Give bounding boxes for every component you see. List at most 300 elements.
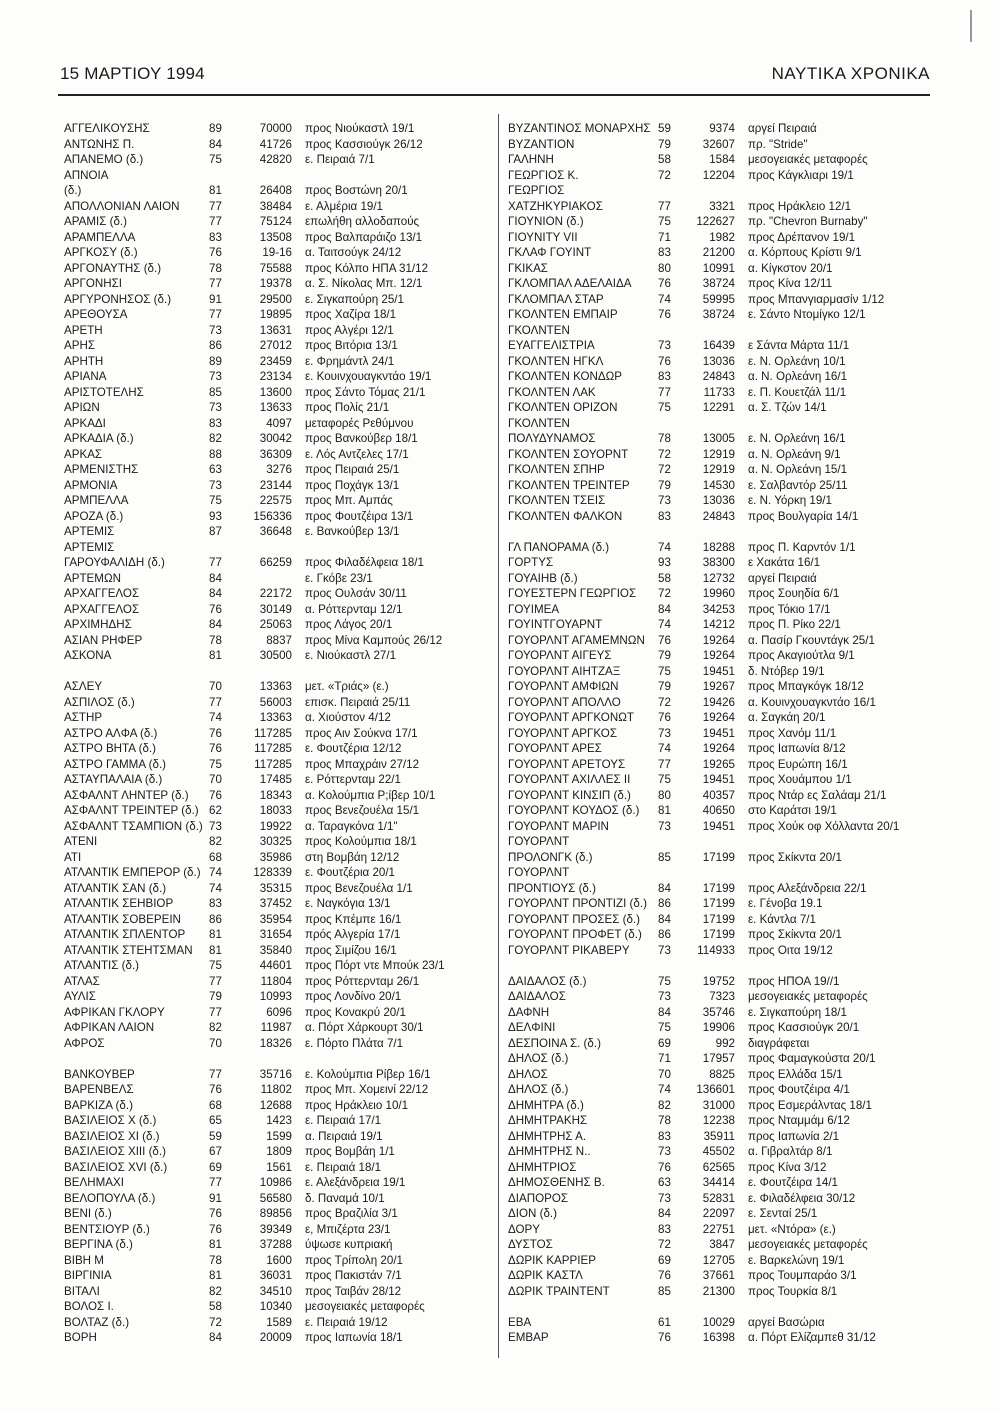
ship-row — [64, 214, 494, 230]
ship-status: προς Μπ. Αμπάς — [305, 494, 393, 507]
build-year: 81 — [658, 804, 671, 817]
ship-name: ΑΤΛΑΝΤΙΣ (δ.) — [64, 959, 140, 972]
ship-status: προς Βαλπαράιζο 13/1 — [305, 230, 423, 244]
ship-status: προς Ηράκλειο 12/1 — [748, 199, 852, 213]
tonnage: 10340 — [259, 1300, 292, 1313]
tonnage: 19265 — [702, 757, 735, 771]
ship-name: ΓΟΥΟΡΛΝΤ ΑΜΦΙΩΝ — [508, 680, 619, 693]
tonnage: 44601 — [259, 959, 292, 972]
ship-row — [508, 276, 928, 292]
ship-name: ΑΡΜΟΝΙΑ — [64, 478, 118, 492]
ship-row — [508, 741, 928, 757]
ship-row — [508, 261, 928, 277]
build-year: 83 — [209, 897, 222, 910]
ship-status: ε. Ν. Υόρκη 19/1 — [748, 494, 832, 507]
ship-name: ΑΣΤΡΟ ΒΗΤΑ (δ.) — [64, 742, 156, 755]
tonnage: 18288 — [702, 540, 735, 554]
ship-name: ΓΚΟΛΝΤΕΝ ΗΓΚΛ — [508, 354, 604, 368]
build-year: 85 — [209, 385, 222, 399]
tonnage: 34510 — [259, 1284, 292, 1298]
ship-name: ΑΣΤΡΟ ΓΑΜΜΑ (δ.) — [64, 757, 167, 771]
ship-row — [64, 354, 494, 370]
ship-row — [508, 695, 928, 711]
build-year: 74 — [209, 711, 222, 724]
build-year: 77 — [209, 695, 222, 709]
ship-status: προς Π. Καρντόν 1/1 — [748, 540, 856, 554]
ship-name: ΓΚΛΑΦ ΓΟΥΙΝΤ — [508, 246, 592, 259]
build-year: 75 — [209, 153, 222, 166]
ship-row — [64, 524, 494, 540]
ship-status: ε. Π. Κουετζάλ 11/1 — [748, 385, 847, 399]
tonnage: 11802 — [260, 1083, 292, 1096]
build-year: 74 — [209, 866, 222, 879]
ship-status: προς Ηράκλειο 10/1 — [305, 1098, 409, 1112]
ship-status: ύψωσε κυπριακή — [305, 1238, 393, 1251]
build-year: 69 — [658, 1036, 671, 1050]
ship-status: ε Χακάτα 16/1 — [748, 556, 821, 569]
ship-row — [508, 338, 928, 354]
ship-name: ΓΕΩΡΓΙΟΣ Κ. — [508, 168, 579, 182]
ship-status: μεσογειακές μεταφορές — [748, 1238, 868, 1251]
ship-status: α. Πόρτ Χάρκουρτ 30/1 — [305, 1021, 424, 1034]
ship-row — [64, 400, 494, 416]
tonnage: 38724 — [702, 277, 735, 290]
ship-status: ε. Πειραιά 19/12 — [305, 1315, 388, 1329]
ship-name: ΓΟΥΟΡΛΝΤ ΑΡΕΣ — [508, 742, 602, 755]
tonnage: 35911 — [703, 1129, 735, 1143]
ship-name: ΓΚΟΛΝΤΕΝ ΣΠΗΡ — [508, 463, 605, 476]
build-year: 58 — [658, 153, 671, 166]
ship-status: μεσογειακές μεταφορές — [748, 990, 868, 1003]
ship-name: ΑΣΛΕΥ — [64, 680, 103, 693]
ship-status: μεταφορές Ρεθύμνου — [305, 416, 414, 430]
ship-status: προς Ιαπωνία 8/12 — [748, 742, 846, 755]
build-year: 77 — [209, 215, 222, 228]
ship-name: ΑΤΛΑΣ — [64, 974, 100, 988]
ship-name: ΓΚΙΚΑΣ — [508, 261, 548, 275]
build-year: 74 — [209, 881, 222, 895]
tonnage: 117285 — [254, 742, 292, 755]
ship-status: α. Κολούμπια Ρ;ίβερ 10/1 — [305, 788, 436, 802]
ship-name: ΑΣΦΑΛΝΤ ΤΡΕΙΝΤΕΡ (δ.) — [64, 804, 199, 817]
ship-row — [508, 803, 928, 819]
ship-row — [64, 230, 494, 246]
build-year: 75 — [658, 401, 671, 414]
ship-name: ΑΤΛΑΝΤΙΚ ΣΕΗΒΙΟΡ — [64, 897, 174, 910]
ship-name: ΑΣΠΙΛΟΣ (δ.) — [64, 695, 135, 709]
ship-name: ΓΟΥΙΝΤΓΟΥΑΡΝΤ — [508, 618, 603, 631]
ship-name: ΒΑΣΙΛΕΙΟΣ ΧVΙ (δ.) — [64, 1160, 168, 1174]
tonnage: 11804 — [260, 974, 292, 988]
ship-row — [64, 1036, 494, 1052]
ship-status: διαγράφεται — [748, 1036, 810, 1050]
ship-status: ε. Αλμέρια 19/1 — [305, 199, 384, 213]
ship-status: ε. Φουτζέρια 20/1 — [305, 866, 396, 879]
tonnage: 32607 — [702, 137, 735, 151]
ship-row — [64, 788, 494, 804]
ship-name: ΑΠΟΛΛΟΝΙΑΝ ΛΑΙΟΝ — [64, 199, 180, 213]
ship-name: ΑΤΛΑΝΤΙΚ ΣΤΕΗΤΣΜΑΝ — [64, 943, 193, 957]
build-year: 84 — [658, 881, 671, 895]
build-year: 73 — [209, 819, 222, 833]
ship-row — [508, 369, 928, 385]
ship-name: ΑΝΤΩΝΗΣ Π. — [64, 137, 135, 151]
ship-status: ε. Σενταί 25/1 — [748, 1207, 818, 1220]
build-year: 80 — [658, 261, 671, 275]
tonnage: 17199 — [702, 928, 735, 941]
ship-name: ΒΑΣΙΛΕΙΟΣ Χ (δ.) — [64, 1114, 157, 1127]
ship-name: ΔΗΜΗΤΡΙΟΣ — [508, 1160, 577, 1174]
ship-name: ΑΡΕΘΟΥΣΑ — [64, 308, 128, 321]
tonnage: 14530 — [702, 478, 735, 492]
ship-status: ε. Νιούκαστλ 27/1 — [305, 649, 397, 662]
ship-name: ΔΗΜΗΤΡΗΣ Ν.. — [508, 1145, 591, 1158]
tonnage: 14212 — [702, 618, 735, 631]
ship-name: ΑΤΛΑΝΤΙΚ ΣΟΒΕΡΕΙΝ — [64, 912, 181, 926]
ship-row — [508, 447, 928, 463]
ship-status: ε. Φουτζέιρα 14/1 — [748, 1176, 839, 1189]
ship-status: προς Ιαπωνία 2/1 — [748, 1129, 840, 1143]
ship-row — [64, 741, 494, 757]
ship-row — [64, 1067, 494, 1083]
tonnage: 13631 — [259, 323, 292, 337]
ship-name: ΑΡΗΤΗ — [64, 354, 104, 368]
ship-status: προς Κολούμπια 18/1 — [305, 835, 417, 848]
tonnage: 19451 — [702, 819, 735, 833]
ship-row — [508, 292, 928, 308]
ship-row — [508, 896, 928, 912]
ship-row — [508, 788, 928, 804]
tonnage: 10029 — [702, 1315, 735, 1329]
tonnage: 35986 — [259, 850, 292, 864]
build-year: 68 — [209, 850, 222, 864]
ship-row — [64, 1020, 494, 1036]
ship-status: προς Νταμμάμ 6/12 — [748, 1114, 850, 1127]
ship-row — [508, 555, 928, 571]
tonnage: 35315 — [259, 881, 292, 895]
ship-name: ΑΣΦΑΛΝΤ ΤΣΑΜΠΙΟΝ (δ.) — [64, 819, 203, 833]
ship-status: α. Σ. Τζών 14/1 — [748, 401, 827, 414]
ship-name: ΑΡΓΟΝΗΣΙ — [64, 277, 123, 290]
build-year: 77 — [209, 1005, 222, 1019]
tonnage: 6096 — [266, 1005, 292, 1019]
ship-status: πρός Αλγερία 17/1 — [305, 928, 401, 941]
ship-name: ΔΩΡΙΚ ΤΡΑΙΝΤΕΝΤ — [508, 1284, 610, 1298]
ship-name: ΓΟΥΟΡΛΝΤ ΠΡΟΦΕΤ (δ.) — [508, 928, 642, 941]
ship-status: ε. Φρημάντλ 24/1 — [305, 354, 395, 368]
build-year: 72 — [658, 587, 671, 600]
tonnage: 1423 — [266, 1114, 292, 1127]
ship-name: ΑΡΤΕΜΩΝ — [64, 571, 121, 585]
build-year: 83 — [658, 246, 671, 259]
tonnage: 117285 — [254, 726, 292, 740]
ship-status: επωλήθη αλλοδαπούς — [305, 215, 420, 228]
tonnage: 42820 — [259, 153, 292, 166]
ship-name: ΠΡΟΛΟΝΓΚ (δ.) — [508, 850, 593, 864]
ship-name: ΓΟΥΟΡΛΝΤ ΑΡΕΤΟΥΣ — [508, 757, 626, 771]
tonnage: 1600 — [266, 1253, 292, 1267]
tonnage: 38724 — [702, 308, 735, 321]
tonnage: 13633 — [259, 401, 292, 414]
ship-status: προς Βενεζουέλα 15/1 — [305, 804, 420, 817]
ship-row — [64, 137, 494, 153]
ship-row — [508, 1206, 928, 1222]
build-year: 84 — [209, 618, 222, 631]
ship-row — [508, 354, 928, 370]
tonnage: 13036 — [702, 354, 735, 368]
ship-status: ε. Ναγκόγια 13/1 — [305, 897, 391, 910]
ship-status: πρ. "Chevron Burnaby" — [748, 215, 868, 228]
ship-status: ε. Βαρκελώνη 19/1 — [748, 1253, 845, 1267]
ship-name: ΒΕΝΙ (δ.) — [64, 1207, 112, 1220]
ship-name: ΑΠΑΝΕΜΟ (δ.) — [64, 153, 144, 166]
ship-name: ΓΟΥΟΡΛΝΤ ΚΙΝΣΙΠ (δ.) — [508, 788, 631, 802]
build-year: 74 — [658, 292, 671, 306]
ship-row — [508, 679, 928, 695]
ship-status: προς Ρόττερνταμ 26/1 — [305, 974, 420, 988]
ship-name: ΓΚΟΛΝΤΕΝ ΕΜΠΑΙΡ — [508, 308, 618, 321]
build-year: 86 — [209, 339, 222, 352]
build-year: 91 — [209, 1191, 222, 1205]
build-year: 93 — [658, 556, 671, 569]
ship-name: ΔΗΛΟΣ (δ.) — [508, 1083, 569, 1096]
ship-status: ε. Σάντο Ντομίγκο 12/1 — [748, 308, 866, 321]
build-year: 69 — [209, 1160, 222, 1174]
tonnage: 36309 — [259, 447, 292, 461]
ship-status: προς Λονδίνο 20/1 — [305, 990, 402, 1003]
ship-name: ΑΡΚΑΔΙ — [64, 416, 106, 430]
build-year: 69 — [658, 1253, 671, 1267]
build-year: 78 — [209, 633, 222, 647]
tonnage: 21300 — [702, 1284, 735, 1298]
build-year: 58 — [209, 1300, 222, 1313]
ship-name: ΒΙΤΑΛΙ — [64, 1284, 100, 1298]
tonnage: 31000 — [702, 1098, 735, 1112]
ship-status: προς Αλεξάνδρεια 22/1 — [748, 881, 867, 895]
ship-row — [64, 509, 494, 525]
ship-status: προς Χουάμπου 1/1 — [748, 773, 852, 786]
ship-status: μετ. «Ντόρα» (ε.) — [748, 1222, 836, 1236]
spacer-row — [64, 1051, 494, 1067]
ship-status: προς Πειραιά 25/1 — [305, 463, 400, 476]
ship-name: ΓΚΟΛΝΤΕΝ — [508, 323, 570, 337]
ship-row — [64, 757, 494, 773]
tonnage: 19895 — [259, 308, 292, 321]
tonnage: 37452 — [259, 897, 292, 910]
tonnage: 30042 — [259, 432, 292, 445]
ship-row — [508, 1113, 928, 1129]
ship-status: προς Τρίπολη 20/1 — [305, 1253, 403, 1267]
build-year: 81 — [209, 928, 222, 941]
ship-status: προς Αιν Σούκνα 17/1 — [305, 726, 418, 740]
ship-row — [64, 943, 494, 959]
tonnage: 24843 — [702, 370, 735, 383]
tonnage: 114933 — [697, 943, 735, 957]
ship-row — [64, 1284, 494, 1300]
ship-name: ΓΚΟΛΝΤΕΝ ΚΟΝΔΩΡ — [508, 370, 623, 383]
ship-name: ΑΡΚΑΔΙΑ (δ.) — [64, 432, 134, 445]
build-year: 63 — [209, 463, 222, 476]
ship-status: ε. Πειραιά 17/1 — [305, 1114, 382, 1127]
ship-row — [64, 276, 494, 292]
ship-name: ΓΚΟΛΝΤΕΝ ΦΑΛΚΟΝ — [508, 509, 623, 523]
ship-name: ΒΕΛΟΠΟΥΛΑ (δ.) — [64, 1191, 156, 1205]
ship-row — [508, 199, 928, 215]
ship-status: α. Κόρπους Κρίστι 9/1 — [748, 246, 862, 259]
ship-status: προς Χανόμ 11/1 — [748, 726, 837, 740]
ship-status: προς Νιούκαστλ 19/1 — [305, 122, 415, 135]
build-year: 85 — [658, 1284, 671, 1298]
ship-status: ε. Λός Αντζελες 17/1 — [305, 447, 409, 461]
ship-row — [508, 1144, 928, 1160]
ship-row — [508, 943, 928, 959]
ship-name: ΓΚΛΟΜΠΑΛ ΑΔΕΛΑΙΔΑ — [508, 277, 632, 290]
ship-name: ΑΣΚΟΝΑ — [64, 649, 112, 662]
ship-name: ΑΡΧΑΓΓΕΛΟΣ — [64, 602, 140, 616]
ship-status: ε. Σαλβαντόρ 25/11 — [748, 478, 848, 492]
ship-row — [508, 1315, 928, 1331]
tonnage: 1599 — [266, 1129, 292, 1143]
ship-name: ΑΦΡΙΚΑΝ ΓΚΛΟΡΥ — [64, 1005, 165, 1019]
ship-name: ΒΙΒΗ Μ — [64, 1253, 104, 1267]
build-year: 81 — [209, 1269, 222, 1282]
tonnage: 3321 — [709, 199, 735, 213]
tonnage: 12705 — [702, 1253, 735, 1267]
tonnage: 62565 — [702, 1160, 735, 1174]
build-year: 77 — [209, 308, 222, 321]
ship-row — [508, 493, 928, 509]
build-year: 72 — [658, 168, 671, 182]
tonnage: 37661 — [702, 1269, 735, 1282]
ship-status: μεσογειακές μεταφορές — [748, 153, 868, 166]
tonnage: 45502 — [702, 1145, 735, 1158]
ship-status: προς Ιαπωνία 18/1 — [305, 1331, 403, 1344]
tonnage: 30325 — [259, 835, 292, 848]
build-year: 77 — [658, 199, 671, 213]
ship-status: α. Ν. Ορλεάνη 16/1 — [748, 370, 848, 383]
build-year: 74 — [658, 618, 671, 631]
tonnage: 1584 — [709, 153, 735, 166]
tonnage: 66259 — [259, 556, 292, 569]
build-year: 76 — [209, 1222, 222, 1236]
ship-status: α. Χιούστον 4/12 — [305, 711, 391, 724]
ship-status: προς Μίνα Καμπούς 26/12 — [305, 633, 443, 647]
tonnage: 59995 — [702, 292, 735, 306]
ship-name: ΑΡΓΚΟΣΥ (δ.) — [64, 246, 138, 259]
ship-status: ε. Κολούμπια Ρίβερ 16/1 — [305, 1067, 431, 1081]
ship-row — [508, 726, 928, 742]
ship-row — [64, 648, 494, 664]
ship-row — [64, 912, 494, 928]
ship-status: προς Βραζιλία 3/1 — [305, 1207, 398, 1220]
tonnage: 4097 — [266, 416, 292, 430]
ship-row — [508, 509, 928, 525]
tonnage: 17199 — [702, 881, 735, 895]
build-year: 61 — [658, 1315, 671, 1329]
ship-status: προς Πολίς 21/1 — [305, 401, 390, 414]
tonnage: 19267 — [702, 680, 735, 693]
ship-row — [64, 1191, 494, 1207]
ship-name: ΑΤΛΑΝΤΙΚ ΣΑΝ (δ.) — [64, 881, 167, 895]
tonnage: 39349 — [259, 1222, 292, 1236]
spacer-row — [508, 524, 928, 540]
ship-row — [64, 586, 494, 602]
build-year: 58 — [658, 571, 671, 585]
ship-row — [64, 1330, 494, 1346]
build-year: 77 — [209, 974, 222, 988]
ship-row — [64, 152, 494, 168]
ship-name: ΑΡΙΩΝ — [64, 401, 100, 414]
ship-status: ε. Γκόβε 23/1 — [305, 571, 373, 585]
ship-row — [64, 183, 494, 199]
ship-status: δ. Ντόβερ 19/1 — [748, 664, 825, 678]
header-rule — [58, 94, 930, 96]
tonnage: 128339 — [253, 866, 292, 879]
build-year: 72 — [658, 1238, 671, 1251]
ship-row — [64, 540, 494, 556]
ship-row — [64, 385, 494, 401]
ship-status: προς Βοστώνη 20/1 — [305, 184, 408, 197]
ship-name: ΓΟΥΟΡΛΝΤ ΠΡΟΝΤΙΖΙ (δ.) — [508, 897, 647, 910]
ship-status: προς Τουμπαράο 3/1 — [748, 1269, 857, 1282]
ship-status: προς Κάγκλιαρι 19/1 — [748, 168, 854, 182]
tonnage: 9374 — [709, 122, 735, 135]
ship-status: προς Λάγος 20/1 — [305, 618, 393, 631]
ship-name: ΑΓΓΕΛΙΚΟΥΣΗΣ — [64, 122, 150, 135]
ship-row — [64, 199, 494, 215]
ship-status: προς Πακιστάν 7/1 — [305, 1269, 402, 1282]
ship-status: προς Ουλσάν 30/11 — [305, 587, 407, 600]
ship-row — [508, 137, 928, 153]
ship-name: ΔΙΑΠΟΡΟΣ — [508, 1191, 569, 1205]
ship-row — [64, 602, 494, 618]
ship-name: ΑΣΤΗΡ — [64, 711, 103, 724]
ship-row — [64, 168, 494, 184]
ship-name: ΓΚΛΟΜΠΑΛ ΣΤΑΡ — [508, 292, 604, 306]
ship-status: προς Φιλαδέλφεια 18/1 — [305, 556, 424, 569]
ship-status: ε, Μπιζέρτα 23/1 — [305, 1222, 391, 1236]
ship-row — [64, 865, 494, 881]
ship-name: ΓΟΥΟΡΛΝΤ ΑΠΟΛΛΟ — [508, 695, 621, 709]
ship-row — [508, 1020, 928, 1036]
build-year: 73 — [658, 1145, 671, 1158]
ship-row — [508, 1098, 928, 1114]
tonnage: 13036 — [702, 494, 735, 507]
build-year: 81 — [209, 943, 222, 957]
build-year: 73 — [658, 726, 671, 740]
tonnage: 20009 — [259, 1331, 292, 1344]
ship-name: ΔΗΜΗΤΡΗΣ Α. — [508, 1129, 587, 1143]
tonnage: 17199 — [702, 850, 735, 864]
build-year: 73 — [209, 370, 222, 383]
build-year: 63 — [658, 1176, 671, 1189]
build-year: 88 — [209, 447, 222, 461]
ship-status: προς Κασσιούγκ 20/1 — [748, 1021, 860, 1034]
ship-name: ΓΟΡΤΥΣ — [508, 556, 554, 569]
tonnage: 19752 — [702, 974, 735, 988]
ship-status: αργεί Πειραιά — [748, 571, 817, 585]
ship-status: προς Σάντο Τόμας 21/1 — [305, 385, 426, 399]
build-year: 73 — [658, 494, 671, 507]
ship-status: προς Ντάρ ες Σαλάαμ 21/1 — [748, 788, 887, 802]
ship-row — [508, 1067, 928, 1083]
ship-row — [64, 292, 494, 308]
ship-name: ΓΛ ΠΑΝΟΡΑΜΑ (δ.) — [508, 540, 610, 554]
build-year: 78 — [658, 1114, 671, 1127]
ship-status: α. Πειραιά 19/1 — [305, 1129, 383, 1143]
ship-name: ΓΟΥΟΡΛΝΤ ΚΟΥΔΟΣ (δ.) — [508, 804, 640, 817]
ship-status: προς Πόρτ ντε Μπούκ 23/1 — [305, 959, 445, 972]
